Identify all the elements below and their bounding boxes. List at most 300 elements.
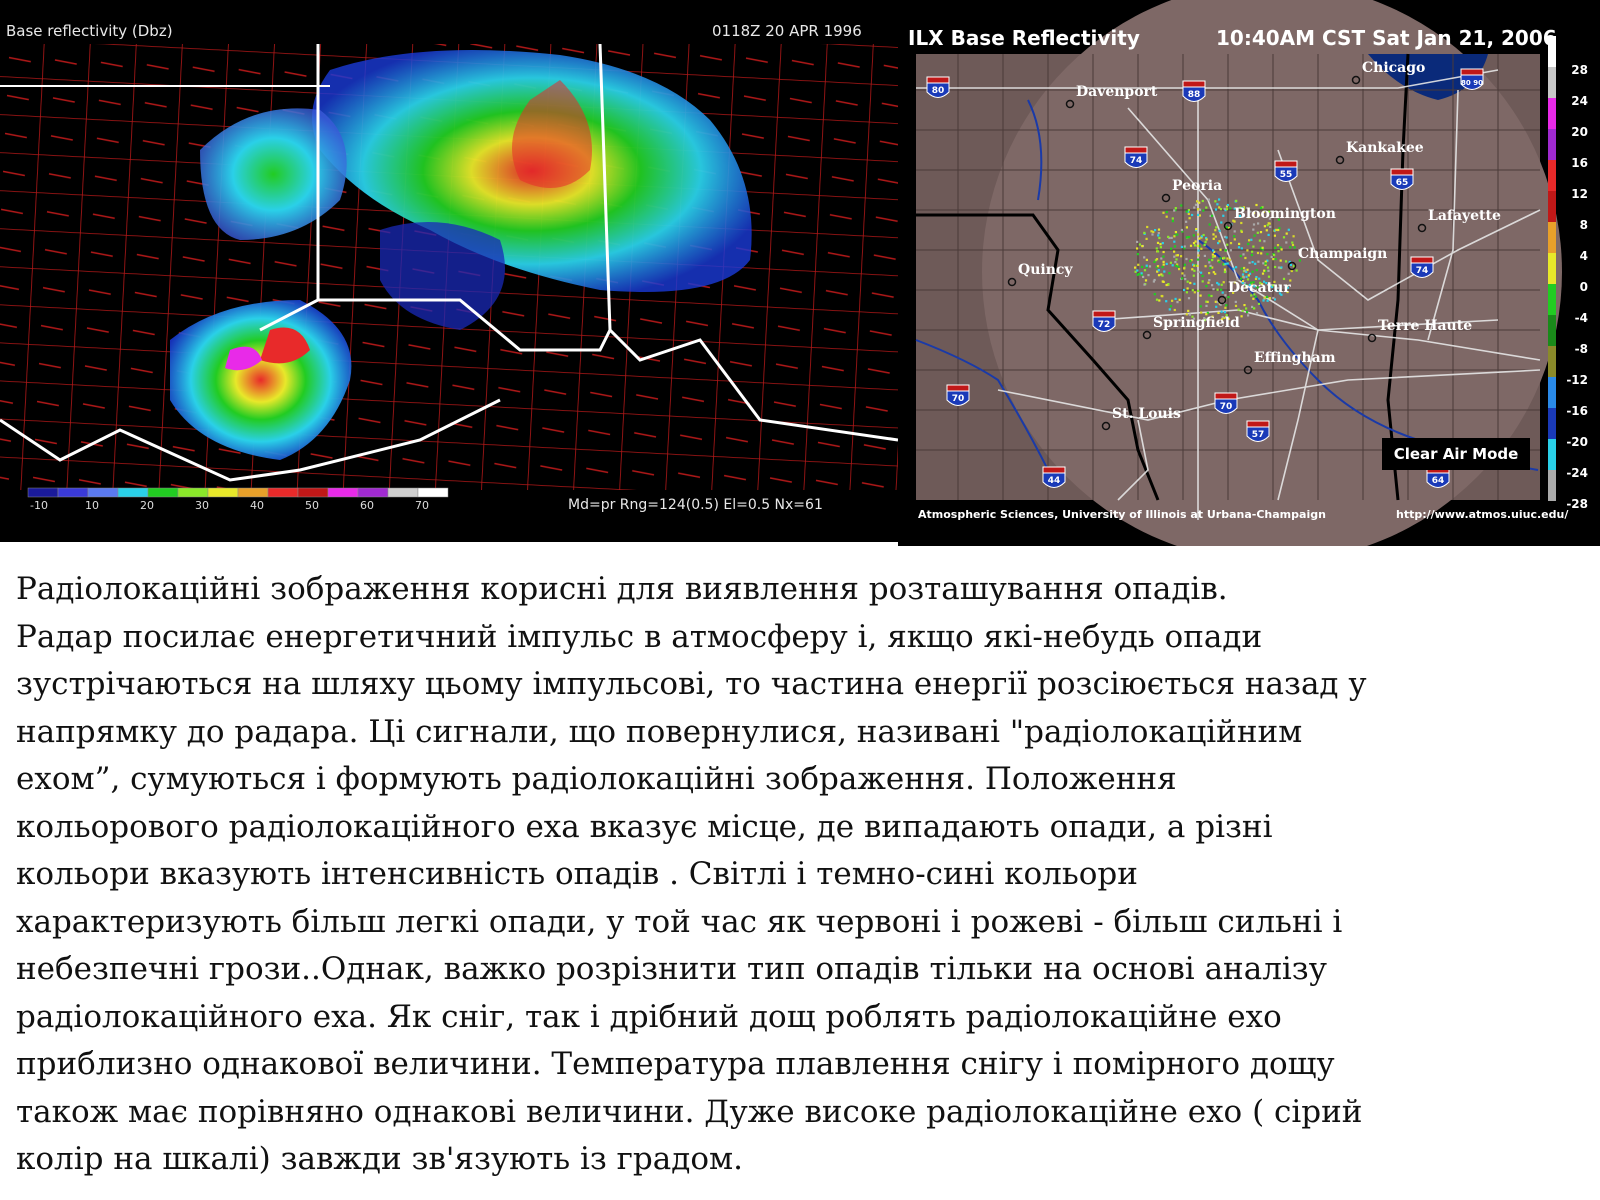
echo-dot: [1203, 234, 1205, 236]
echo-dot: [1263, 270, 1265, 272]
echo-dot: [1235, 200, 1237, 202]
echo-dot: [1200, 305, 1202, 307]
echo-dot: [1154, 229, 1156, 231]
echo-dot: [1242, 273, 1244, 275]
echo-dot: [1222, 292, 1224, 294]
echo-dot: [1260, 252, 1262, 254]
clear-air-mode-badge: Clear Air Mode: [1382, 438, 1530, 470]
scale-value-label: -4: [1574, 311, 1588, 325]
interstate-shield-icon: [947, 385, 969, 406]
echo-dot: [1162, 256, 1164, 258]
echo-dot: [1192, 289, 1194, 291]
scale-swatch: [1548, 253, 1556, 284]
echo-dot: [1198, 202, 1200, 204]
echo-dot: [1183, 289, 1185, 291]
echo-dot: [1253, 307, 1255, 309]
echo-dot: [1149, 265, 1151, 267]
echo-dot: [1269, 226, 1271, 228]
echo-dot: [1277, 250, 1279, 252]
caption-line: небезпечні грози..Однак, важко розрізнити тип опадів тільки на основі аналізу: [16, 951, 1327, 987]
interstate-number: 44: [1047, 476, 1061, 486]
city-label: Peoria: [1172, 178, 1223, 194]
echo-dot: [1292, 244, 1294, 246]
echo-dot: [1215, 301, 1217, 303]
right-radar-timestamp: 10:40AM CST Sat Jan 21, 2006: [1216, 26, 1557, 50]
echo-dot: [1251, 306, 1253, 308]
echo-dot: [1190, 245, 1192, 247]
scale-value-label: -24: [1566, 466, 1588, 480]
echo-dot: [1184, 264, 1186, 266]
scale-swatch: [1548, 377, 1556, 408]
echo-dot: [1193, 242, 1195, 244]
echo-dot: [1180, 204, 1182, 206]
echo-dot: [1221, 311, 1223, 313]
echo-dot: [1194, 291, 1196, 293]
echo-dot: [1233, 235, 1235, 237]
interstate-shield-icon: [1427, 467, 1449, 488]
scale-value-label: 28: [1571, 63, 1588, 77]
echo-dot: [1176, 301, 1178, 303]
echo-dot: [1207, 301, 1209, 303]
echo-dot: [1193, 207, 1195, 209]
echo-dot: [1156, 247, 1158, 249]
echo-dot: [1200, 295, 1202, 297]
scale-swatch: [1548, 222, 1556, 253]
caption-line: кольорового радіолокаційного еха вказує місце, де випадають опади, а різні: [16, 808, 1273, 845]
echo-dot: [1144, 269, 1146, 271]
city-label: Champaign: [1298, 246, 1388, 262]
echo-dot: [1208, 259, 1210, 261]
echo-dot: [1195, 228, 1197, 230]
scale-swatch: [1548, 346, 1556, 377]
echo-dot: [1193, 234, 1195, 236]
echo-dot: [1159, 243, 1161, 245]
echo-dot: [1208, 279, 1210, 281]
echo-dot: [1162, 266, 1164, 268]
scale-swatch: [58, 488, 88, 497]
echo-dot: [1205, 285, 1207, 287]
echo-dot: [1157, 265, 1159, 267]
echo-dot: [1160, 257, 1162, 259]
echo-dot: [1194, 244, 1196, 246]
echo-dot: [1161, 275, 1163, 277]
echo-dot: [1137, 253, 1139, 255]
city-label: Terre Haute: [1378, 318, 1473, 334]
echo-dot: [1210, 295, 1212, 297]
echo-dot: [1238, 243, 1240, 245]
interstate-shield-icon: [1043, 467, 1065, 488]
echo-dot: [1212, 233, 1214, 235]
echo-dot: [1172, 217, 1174, 219]
echo-dot: [1189, 217, 1191, 219]
left-radar-image: [0, 0, 898, 542]
scale-tick-label: 10: [85, 499, 99, 512]
echo-dot: [1273, 254, 1275, 256]
echo-dot: [1288, 229, 1290, 231]
right-radar-credit: Atmospheric Sciences, University of Illinois at Urbana-Champaign: [918, 508, 1326, 521]
echo-dot: [1251, 254, 1253, 256]
echo-dot: [1205, 207, 1207, 209]
scale-value-label: -12: [1566, 373, 1588, 387]
echo-dot: [1285, 260, 1287, 262]
scale-swatch: [178, 488, 208, 497]
caption-line: напрямку до радара. Ці сигнали, що повернулися, називані "радіолокаційним: [16, 713, 1303, 750]
echo-dot: [1262, 273, 1264, 275]
echo-dot: [1151, 233, 1153, 235]
interstate-shield-icon: [1391, 169, 1413, 190]
echo-dot: [1234, 238, 1236, 240]
echo-dot: [1176, 234, 1178, 236]
scale-swatch: [1548, 191, 1556, 222]
echo-dot: [1271, 256, 1273, 258]
echo-dot: [1224, 294, 1226, 296]
echo-dot: [1200, 272, 1202, 274]
echo-dot: [1171, 237, 1173, 239]
echo-dot: [1227, 296, 1229, 298]
echo-dot: [1226, 208, 1228, 210]
echo-dot: [1195, 204, 1197, 206]
echo-dot: [1196, 200, 1198, 202]
scale-swatch: [1548, 129, 1556, 160]
left-scale-ticks: [28, 499, 468, 513]
echo-dot: [1185, 221, 1187, 223]
echo-dot: [1193, 275, 1195, 277]
scale-swatch: [118, 488, 148, 497]
echo-dot: [1199, 209, 1201, 211]
echo-dot: [1225, 249, 1227, 251]
interstate-number: 72: [1097, 320, 1111, 330]
scale-swatch: [1548, 160, 1556, 191]
left-radar-footer: Md=pr Rng=124(0.5) El=0.5 Nx=61: [568, 497, 823, 513]
echo-dot: [1170, 305, 1172, 307]
echo-dot: [1170, 262, 1172, 264]
echo-dot: [1252, 261, 1254, 263]
echo-dot: [1274, 266, 1276, 268]
echo-dot: [1175, 298, 1177, 300]
echo-dot: [1198, 271, 1200, 273]
interstate-number: 65: [1395, 178, 1409, 188]
echo-dot: [1187, 310, 1189, 312]
echo-dot: [1242, 253, 1244, 255]
echo-dot: [1177, 266, 1179, 268]
scale-swatch: [208, 488, 238, 497]
echo-dot: [1216, 203, 1218, 205]
echo-dot: [1178, 268, 1180, 270]
echo-dot: [1202, 210, 1204, 212]
echo-dot: [1141, 266, 1143, 268]
echo-dot: [1156, 299, 1158, 301]
echo-dot: [1205, 241, 1207, 243]
caption-text: [16, 566, 1582, 1184]
echo-dot: [1235, 305, 1237, 307]
echo-dot: [1225, 304, 1227, 306]
echo-dot: [1187, 281, 1189, 283]
city-label: Decatur: [1228, 280, 1291, 296]
interstate-shield-icon: [1411, 257, 1433, 278]
scale-value-label: -8: [1574, 342, 1588, 356]
city-label: Chicago: [1362, 60, 1426, 76]
echo-dot: [1170, 248, 1172, 250]
echo-dot: [1216, 282, 1218, 284]
echo-dot: [1289, 246, 1291, 248]
echo-dot: [1198, 249, 1200, 251]
echo-dot: [1280, 266, 1282, 268]
echo-dot: [1264, 297, 1266, 299]
echo-dot: [1283, 236, 1285, 238]
echo-dot: [1266, 253, 1268, 255]
scale-swatch: [1548, 470, 1556, 501]
echo-dot: [1136, 241, 1138, 243]
echo-dot: [1209, 223, 1211, 225]
echo-dot: [1267, 267, 1269, 269]
echo-dot: [1158, 232, 1160, 234]
echo-dot: [1197, 290, 1199, 292]
echo-dot: [1184, 278, 1186, 280]
echo-dot: [1174, 245, 1176, 247]
caption-line: колір на шкалі) завжди зв'язують із градом.: [16, 1141, 743, 1177]
echo-dot: [1241, 231, 1243, 233]
echo-dot: [1206, 238, 1208, 240]
scale-value-label: 20: [1571, 125, 1588, 139]
echo-dot: [1168, 272, 1170, 274]
echo-dot: [1224, 269, 1226, 271]
echo-dot: [1141, 245, 1143, 247]
scale-tick-label: 70: [415, 499, 429, 512]
echo-dot: [1175, 258, 1177, 260]
echo-dot: [1248, 239, 1250, 241]
right-radar-title: ILX Base Reflectivity: [908, 26, 1140, 50]
echo-dot: [1207, 282, 1209, 284]
scale-swatch: [1548, 315, 1556, 346]
interstate-number: 55: [1279, 170, 1293, 180]
echo-dot: [1267, 224, 1269, 226]
echo-dot: [1268, 276, 1270, 278]
echo-dot: [1218, 240, 1220, 242]
scale-tick-label: -10: [30, 499, 48, 512]
scale-swatch: [148, 488, 178, 497]
echo-dot: [1143, 284, 1145, 286]
echo-dot: [1158, 299, 1160, 301]
echo-dot: [1193, 270, 1195, 272]
echo-dot: [1213, 238, 1215, 240]
echo-dot: [1217, 312, 1219, 314]
echo-dot: [1266, 296, 1268, 298]
echo-dot: [1247, 314, 1249, 316]
echo-dot: [1211, 215, 1213, 217]
echo-dot: [1296, 269, 1298, 271]
echo-dot: [1188, 297, 1190, 299]
echo-dot: [1252, 246, 1254, 248]
echo-dot: [1259, 240, 1261, 242]
echo-dot: [1252, 229, 1254, 231]
echo-dot: [1175, 265, 1177, 267]
echo-dot: [1241, 247, 1243, 249]
echo-dot: [1278, 267, 1280, 269]
echo-dot: [1247, 243, 1249, 245]
echo-dot: [1262, 247, 1264, 249]
scale-value-label: 4: [1579, 249, 1588, 263]
echo-dot: [1218, 261, 1220, 263]
echo-dot: [1174, 309, 1176, 311]
echo-dot: [1268, 222, 1270, 224]
echo-dot: [1142, 276, 1144, 278]
city-label: Effingham: [1254, 350, 1336, 366]
echo-dot: [1156, 258, 1158, 260]
echo-dot: [1157, 250, 1159, 252]
echo-dot: [1224, 271, 1226, 273]
echo-dot: [1160, 246, 1162, 248]
echo-dot: [1200, 248, 1202, 250]
echo-dot: [1157, 234, 1159, 236]
echo-dot: [1213, 271, 1215, 273]
echo-dot: [1235, 301, 1237, 303]
echo-dot: [1137, 264, 1139, 266]
echo-dot: [1185, 258, 1187, 260]
echo-dot: [1172, 264, 1174, 266]
echo-dot: [1193, 265, 1195, 267]
echo-dot: [1163, 271, 1165, 273]
echo-dot: [1285, 241, 1287, 243]
city-label: Kankakee: [1346, 140, 1424, 156]
echo-dot: [1272, 258, 1274, 260]
echo-dot: [1255, 296, 1257, 298]
echo-dot: [1230, 242, 1232, 244]
echo-dot: [1214, 255, 1216, 257]
echo-dot: [1204, 255, 1206, 257]
echo-dot: [1252, 298, 1254, 300]
echo-dot: [1291, 242, 1293, 244]
echo-dot: [1154, 293, 1156, 295]
interstate-number: 57: [1251, 430, 1265, 440]
echo-dot: [1250, 239, 1252, 241]
echo-dot: [1244, 257, 1246, 259]
echo-dot: [1169, 308, 1171, 310]
left-color-scale: [28, 488, 448, 497]
echo-dot: [1241, 268, 1243, 270]
interstate-number: 74: [1129, 156, 1143, 166]
scale-value-label: 8: [1579, 218, 1588, 232]
left-radar-title: Base reflectivity (Dbz): [6, 22, 173, 40]
echo-dot: [1235, 266, 1237, 268]
echo-dot: [1274, 258, 1276, 260]
echo-dot: [1212, 288, 1214, 290]
echo-dot: [1226, 244, 1228, 246]
echo-dot: [1188, 236, 1190, 238]
echo-dot: [1186, 236, 1188, 238]
echo-dot: [1167, 236, 1169, 238]
echo-dot: [1180, 255, 1182, 257]
echo-dot: [1175, 231, 1177, 233]
city-label: St. Louis: [1112, 406, 1181, 422]
scale-swatch: [1548, 67, 1556, 98]
echo-dot: [1202, 280, 1204, 282]
interstate-number: 80 90: [1461, 79, 1483, 87]
echo-dot: [1158, 274, 1160, 276]
echo-dot: [1165, 300, 1167, 302]
echo-dot: [1197, 208, 1199, 210]
echo-dot: [1163, 264, 1165, 266]
echo-dot: [1217, 289, 1219, 291]
caption-line: Радіолокаційні зображення корисні для виявлення розташування опадів.: [16, 571, 1228, 607]
echo-dot: [1227, 262, 1229, 264]
caption-line: зустрічаються на шляху цьому імпульсові, то частина енергії розсіюється назад у: [16, 666, 1367, 702]
echo-dot: [1163, 261, 1165, 263]
echo-dot: [1202, 275, 1204, 277]
echo-dot: [1166, 263, 1168, 265]
echo-dot: [1257, 232, 1259, 234]
echo-dot: [1212, 249, 1214, 251]
echo-dot: [1257, 222, 1259, 224]
scale-tick-label: 50: [305, 499, 319, 512]
scale-value-label: 16: [1571, 156, 1588, 170]
echo-dot: [1162, 212, 1164, 214]
interstate-shield-icon: [1215, 393, 1237, 414]
echo-dot: [1202, 200, 1204, 202]
echo-dot: [1172, 220, 1174, 222]
echo-dot: [1269, 297, 1271, 299]
echo-dot: [1197, 214, 1199, 216]
echo-dot: [1274, 247, 1276, 249]
interstate-shield-icon: [1183, 81, 1205, 102]
echo-dot: [1146, 226, 1148, 228]
echo-dot: [1145, 279, 1147, 281]
echo-dot: [1290, 264, 1292, 266]
echo-dot: [1150, 230, 1152, 232]
echo-dot: [1158, 269, 1160, 271]
echo-dot: [1224, 208, 1226, 210]
echo-dot: [1243, 267, 1245, 269]
echo-dot: [1189, 260, 1191, 262]
echo-dot: [1267, 300, 1269, 302]
echo-dot: [1197, 254, 1199, 256]
echo-dot: [1252, 271, 1254, 273]
echo-dot: [1253, 223, 1255, 225]
echo-dot: [1198, 238, 1200, 240]
echo-dot: [1233, 268, 1235, 270]
echo-dot: [1181, 229, 1183, 231]
echo-dot: [1171, 300, 1173, 302]
echo-dot: [1238, 246, 1240, 248]
echo-dot: [1139, 243, 1141, 245]
echo-dot: [1215, 208, 1217, 210]
echo-dot: [1188, 213, 1190, 215]
echo-dot: [1189, 282, 1191, 284]
interstate-number: 74: [1415, 266, 1429, 276]
interstate-shield-icon: [1247, 421, 1269, 442]
interstate-number: 70: [951, 394, 965, 404]
echo-dot: [1153, 280, 1155, 282]
echo-dot: [1264, 225, 1266, 227]
echo-dot: [1268, 234, 1270, 236]
echo-dot: [1264, 262, 1266, 264]
echo-dot: [1209, 267, 1211, 269]
scale-tick-label: 60: [360, 499, 374, 512]
echo-dot: [1204, 244, 1206, 246]
echo-dot: [1222, 215, 1224, 217]
echo-dot: [1181, 277, 1183, 279]
echo-dot: [1219, 249, 1221, 251]
echo-dot: [1229, 259, 1231, 261]
echo-dot: [1293, 235, 1295, 237]
echo-dot: [1186, 226, 1188, 228]
echo-dot: [1249, 262, 1251, 264]
echo-dot: [1266, 229, 1268, 231]
echo-dot: [1219, 257, 1221, 259]
echo-dot: [1197, 245, 1199, 247]
interstate-shield-icon: [1125, 147, 1147, 168]
echo-dot: [1262, 262, 1264, 264]
echo-dot: [1177, 254, 1179, 256]
